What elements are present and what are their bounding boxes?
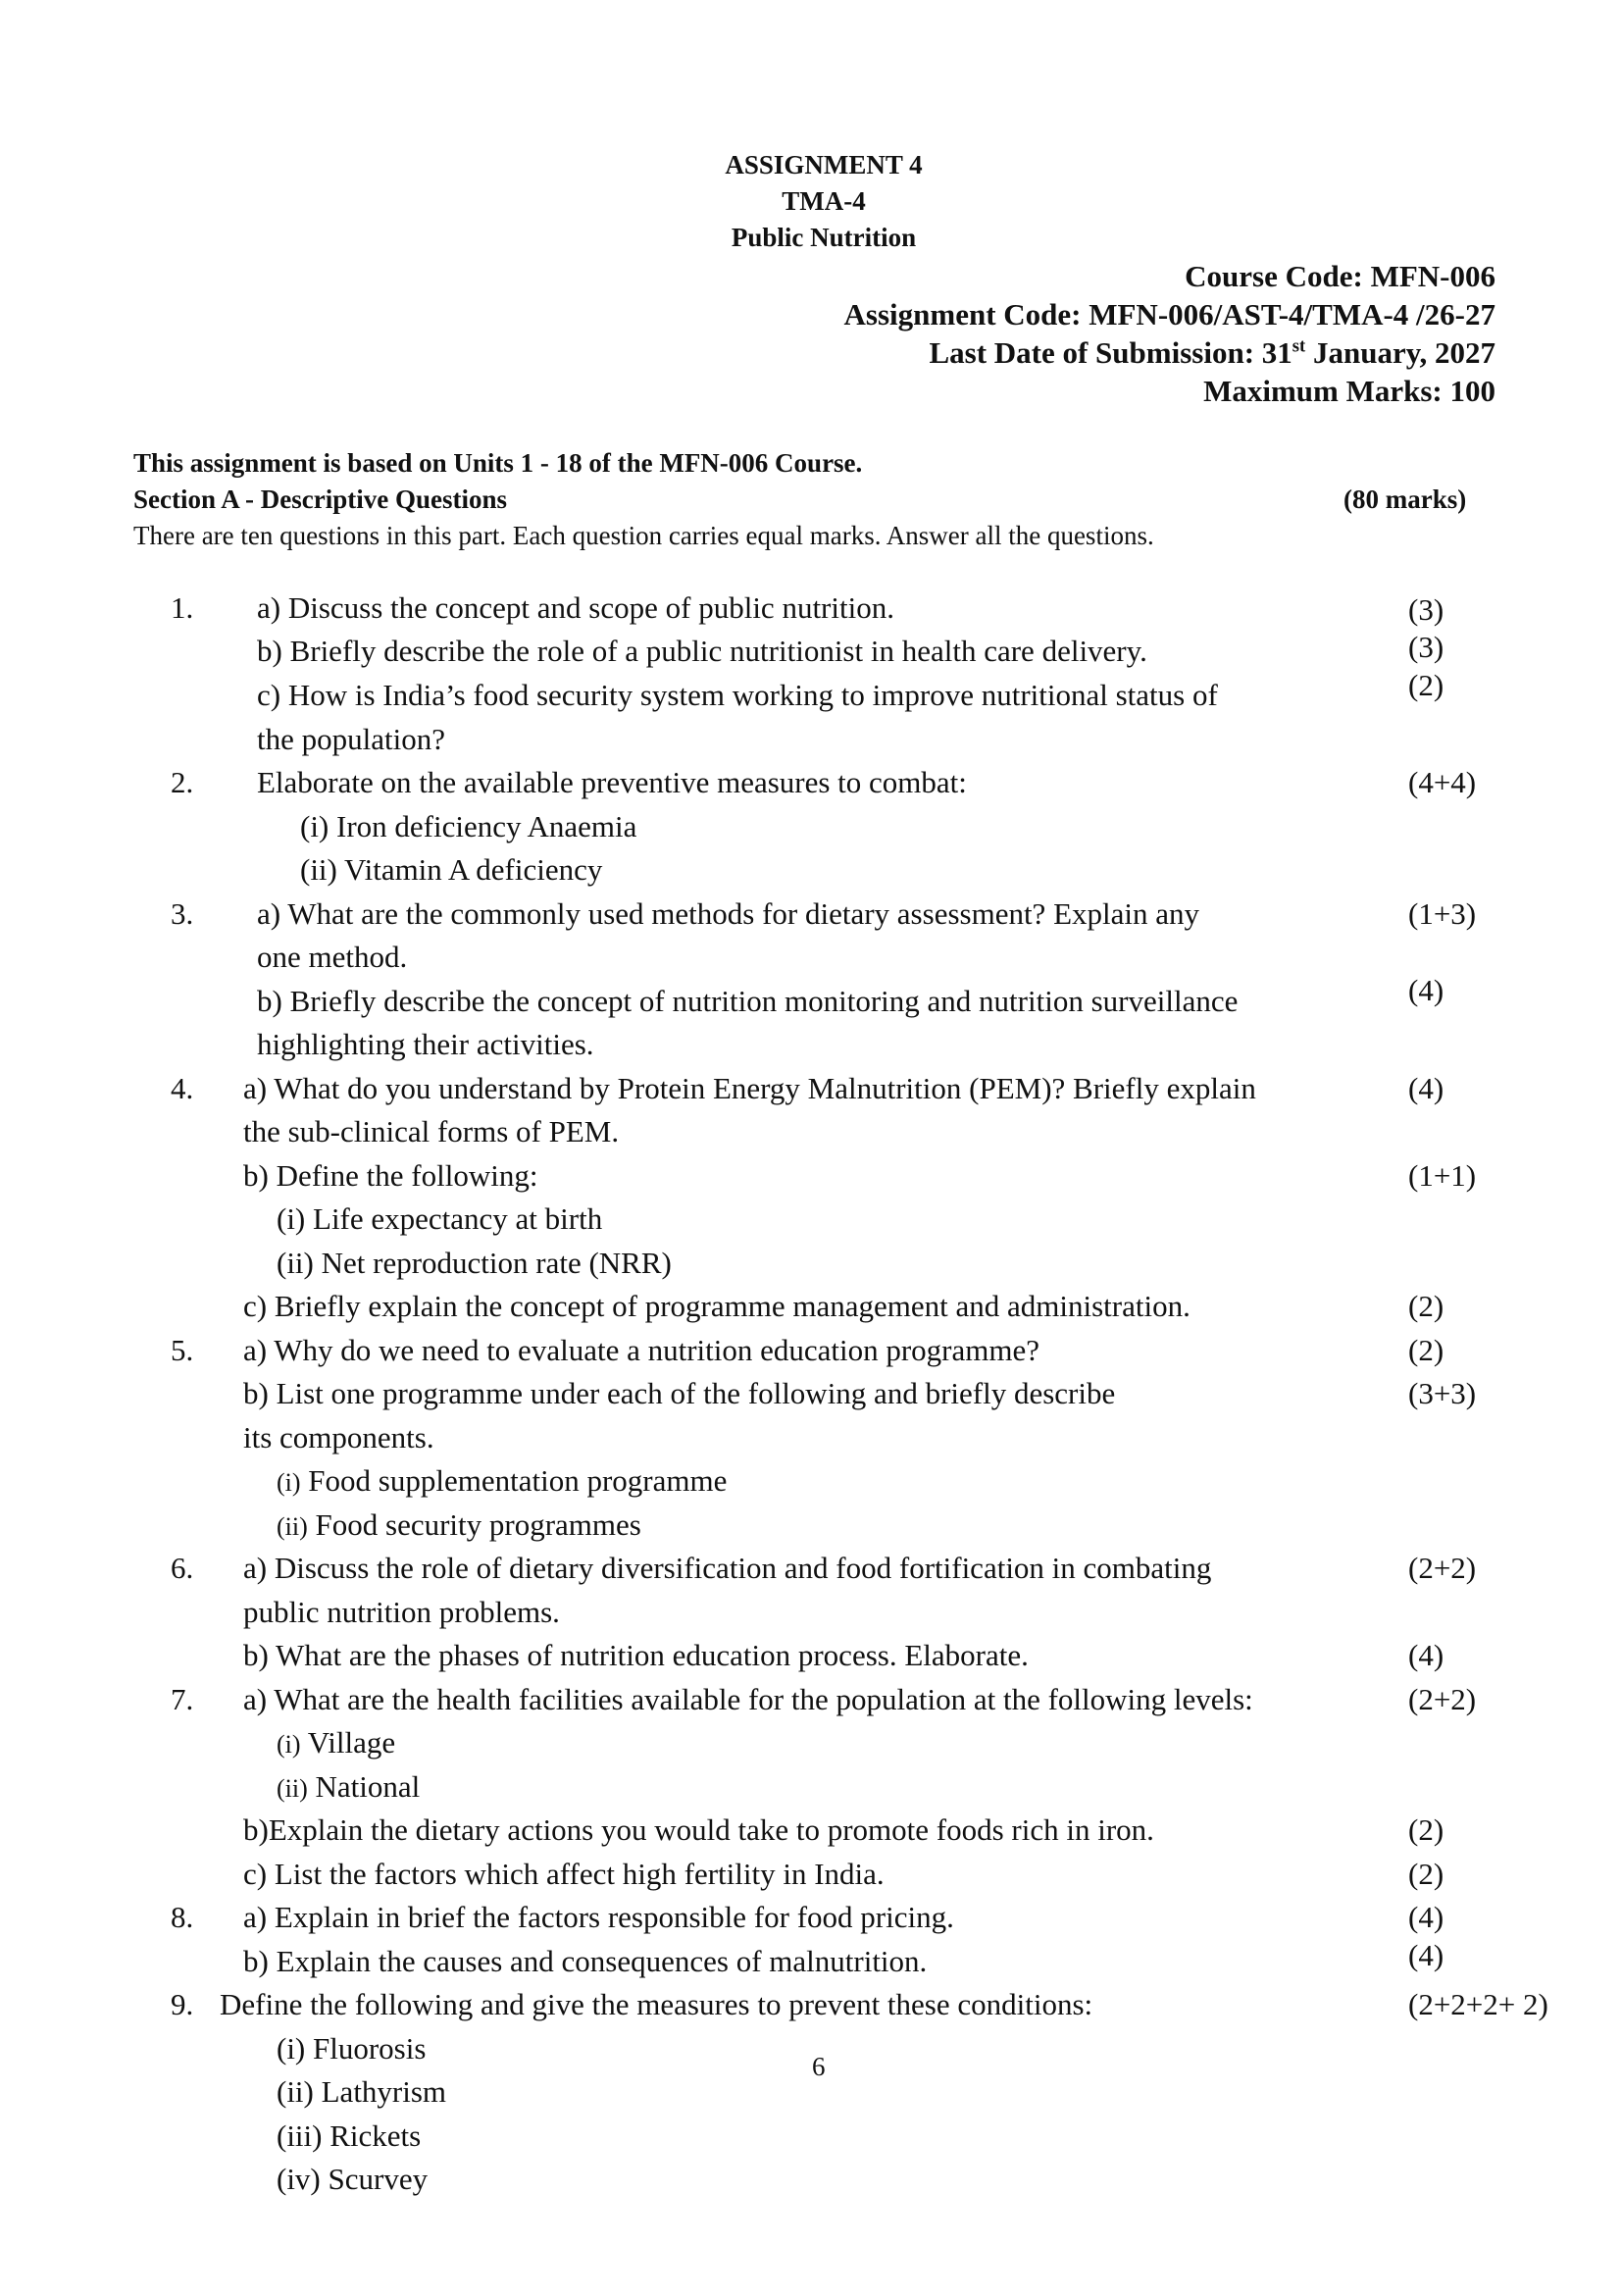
question-line: (iv) Scurvey — [277, 2162, 429, 2196]
question-line — [277, 1504, 641, 1549]
item-text: Food security programmes — [315, 1507, 641, 1542]
based-on-note: This assignment is based on Units 1 - 18 of the MFN-006 Course. — [133, 448, 863, 478]
assignment-title: ASSIGNMENT 4 — [725, 150, 923, 179]
item-text: Food supplementation programme — [308, 1463, 728, 1498]
max-marks: Maximum Marks: 100 — [1203, 374, 1495, 408]
question-marks: (4) — [1408, 1938, 1444, 1972]
last-date-suffix: January, 2027 — [1305, 335, 1495, 370]
question-number: 7. — [171, 1682, 194, 1716]
question-line: highlighting their activities. — [257, 1027, 594, 1061]
question-line: the population? — [257, 722, 445, 756]
question-number: 8. — [171, 1900, 194, 1934]
question-marks: (2) — [1408, 1289, 1444, 1323]
question-marks: (4) — [1408, 1900, 1444, 1934]
question-line: (i) Fluorosis — [277, 2031, 427, 2066]
roman-numeral: (ii) — [277, 1774, 308, 1803]
question-number: 9. — [171, 1987, 194, 2021]
question-line: its components. — [243, 1420, 434, 1454]
question-line: b)Explain the dietary actions you would take to promote foods rich in iron. — [243, 1812, 1154, 1847]
question-marks: (4+4) — [1408, 765, 1477, 799]
question-marks: (3) — [1408, 592, 1444, 627]
question-line: Elaborate on the available preventive measures to combat: — [257, 765, 967, 799]
question-marks: (2) — [1408, 1812, 1444, 1847]
question-number: 1. — [171, 590, 194, 625]
question-line — [277, 1459, 727, 1505]
question-line: b) Explain the causes and consequences of malnutrition. — [243, 1944, 928, 1978]
question-line: (iii) Rickets — [277, 2118, 422, 2153]
assignment-code: Assignment Code: MFN-006/AST-4/TMA-4 /26-27 — [843, 297, 1495, 332]
last-date-sup: st — [1292, 335, 1306, 357]
question-line: (ii) Net reproduction rate (NRR) — [277, 1246, 672, 1280]
item-text: National — [315, 1769, 421, 1804]
course-code: Course Code: MFN-006 — [1185, 259, 1495, 293]
question-number: 2. — [171, 765, 194, 799]
question-line: a) What are the health facilities available for the population at the following levels: — [243, 1682, 1253, 1716]
question-marks: (4) — [1408, 1638, 1444, 1672]
question-line: the sub-clinical forms of PEM. — [243, 1114, 620, 1148]
question-marks: (2) — [1408, 1333, 1444, 1367]
question-line: (ii) Vitamin A deficiency — [300, 852, 603, 887]
question-marks: (3) — [1408, 630, 1444, 664]
question-line: (i) Iron deficiency Anaemia — [300, 809, 637, 843]
roman-numeral: (ii) — [277, 1512, 308, 1541]
question-line: b) List one programme under each of the following and briefly describe — [243, 1376, 1116, 1410]
roman-numeral: (i) — [277, 1468, 301, 1497]
page-number: 6 — [812, 2052, 826, 2081]
question-line: b) What are the phases of nutrition education process. Elaborate. — [243, 1638, 1029, 1672]
question-line: Define the following and give the measures to prevent these conditions: — [220, 1987, 1093, 2021]
question-marks: (2) — [1408, 668, 1444, 702]
question-marks: (2+2) — [1408, 1551, 1477, 1585]
question-number: 5. — [171, 1333, 194, 1367]
question-line: a) Why do we need to evaluate a nutrition education programme? — [243, 1333, 1040, 1367]
instructions: There are ten questions in this part. Each question carries equal marks. Answer all the questions. — [133, 521, 1154, 550]
question-line: one method. — [257, 940, 408, 974]
question-line: c) Briefly explain the concept of programme management and administration. — [243, 1289, 1190, 1323]
roman-numeral: (i) — [277, 1730, 301, 1759]
question-line — [277, 1765, 420, 1811]
section-marks: (80 marks) — [1343, 485, 1467, 514]
question-line: a) What are the commonly used methods for dietary assessment? Explain any — [257, 896, 1199, 931]
question-number: 6. — [171, 1551, 194, 1585]
question-marks: (4) — [1408, 1071, 1444, 1105]
question-line: a) What do you understand by Protein Energy Malnutrition (PEM)? Briefly explain — [243, 1071, 1256, 1105]
question-line: a) Discuss the role of dietary diversification and food fortification in combating — [243, 1551, 1212, 1585]
question-line: b) Briefly describe the concept of nutrition monitoring and nutrition surveillance — [257, 984, 1239, 1018]
question-marks: (1+1) — [1408, 1158, 1477, 1193]
question-marks: (1+3) — [1408, 896, 1477, 931]
question-line: (ii) Lathyrism — [277, 2074, 447, 2109]
last-date — [929, 333, 1495, 372]
question-line: c) How is India’s food security system working to improve nutritional status of — [257, 678, 1218, 712]
question-line: a) Explain in brief the factors responsible for food pricing. — [243, 1900, 954, 1934]
question-line — [277, 1721, 395, 1766]
item-text: Village — [307, 1725, 396, 1760]
question-number: 4. — [171, 1071, 194, 1105]
tma-label: TMA-4 — [782, 186, 866, 216]
question-marks: (4) — [1408, 973, 1444, 1007]
question-marks: (2+2) — [1408, 1682, 1477, 1716]
question-line: a) Discuss the concept and scope of public nutrition. — [257, 590, 894, 625]
question-line: c) List the factors which affect high fertility in India. — [243, 1857, 885, 1891]
question-marks: (2+2+2+ 2) — [1408, 1987, 1548, 2021]
section-title: Section A - Descriptive Questions — [133, 485, 507, 514]
subject-title: Public Nutrition — [731, 223, 917, 252]
question-marks: (3+3) — [1408, 1376, 1477, 1410]
question-line: b) Define the following: — [243, 1158, 538, 1193]
question-line: (i) Life expectancy at birth — [277, 1201, 603, 1236]
question-marks: (2) — [1408, 1857, 1444, 1891]
question-line: b) Briefly describe the role of a public nutritionist in health care delivery. — [257, 634, 1147, 668]
question-number: 3. — [171, 896, 194, 931]
question-line: public nutrition problems. — [243, 1595, 560, 1629]
last-date-prefix: Last Date of Submission: 31 — [929, 335, 1292, 370]
